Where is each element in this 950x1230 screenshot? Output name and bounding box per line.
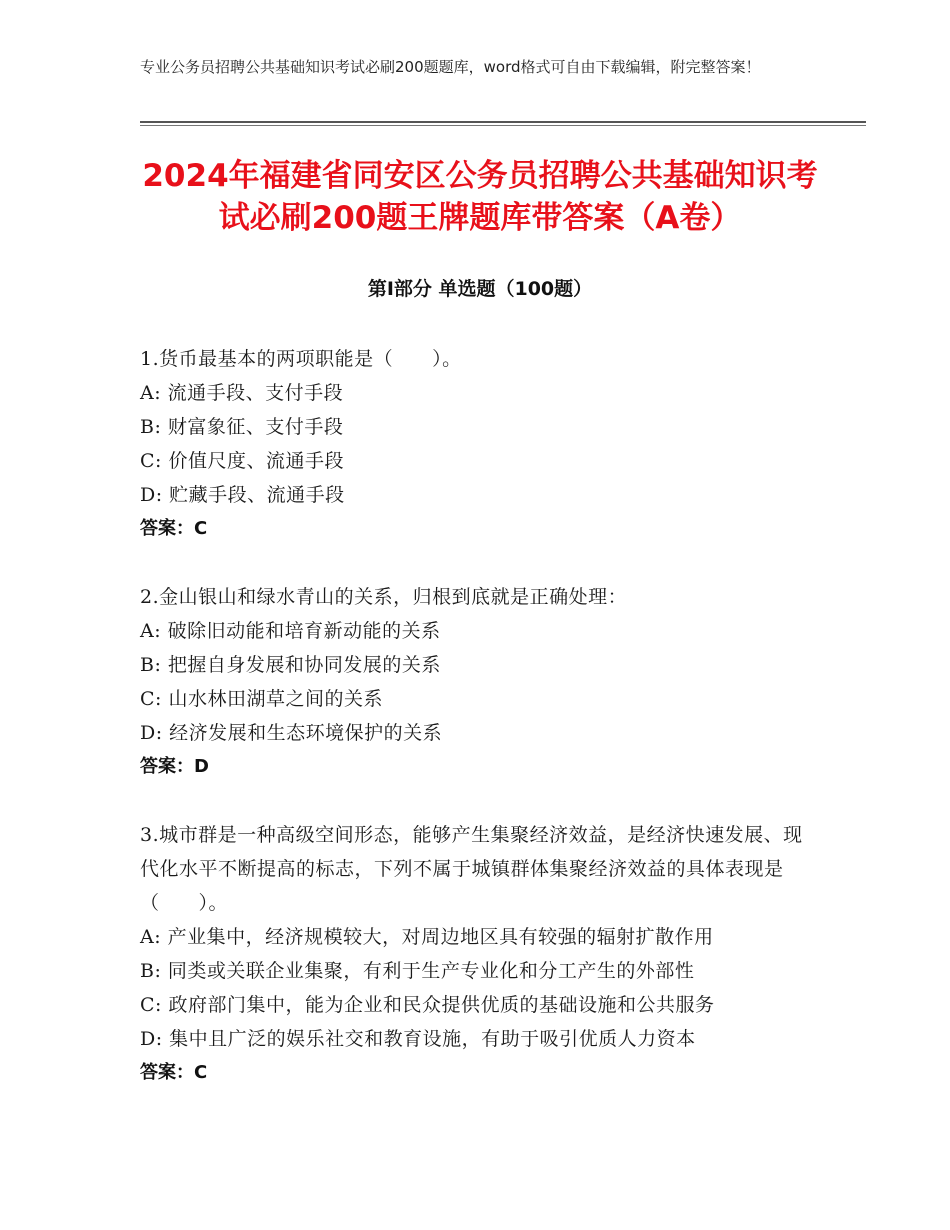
option-a: A: 破除旧动能和培育新动能的关系 — [140, 620, 441, 642]
option-a: A: 流通手段、支付手段 — [140, 382, 344, 404]
question-stem: 2.金山银山和绿水青山的关系，归根到底就是正确处理： — [140, 586, 628, 608]
question-3 — [140, 818, 820, 1090]
option-a: A: 产业集中，经济规模较大，对周边地区具有较强的辐射扩散作用 — [140, 926, 714, 948]
option-b: B: 财富象征、支付手段 — [140, 416, 344, 438]
option-c: C: 政府部门集中，能为企业和民众提供优质的基础设施和公共服务 — [140, 994, 715, 1016]
question-1 — [140, 342, 820, 546]
header-divider-thin — [140, 125, 866, 126]
section-title: 第Ⅰ部分 单选题（100题） — [367, 278, 593, 300]
option-d: D: 经济发展和生态环境保护的关系 — [140, 722, 443, 744]
answer-label: 答案：C — [140, 1062, 208, 1083]
option-d: D: 集中且广泛的娱乐社交和教育设施，有助于吸引优质人力资本 — [140, 1028, 696, 1050]
answer-label: 答案：D — [140, 756, 209, 777]
option-b: B: 同类或关联企业集聚，有利于生产专业化和分工产生的外部性 — [140, 960, 695, 982]
document-title: 2024年福建省同安区公务员招聘公共基础知识考试必刷200题王牌题库带答案（A卷） — [142, 158, 818, 236]
option-c: C: 价值尺度、流通手段 — [140, 450, 344, 472]
question-2 — [140, 580, 820, 784]
question-stem: 3.城市群是一种高级空间形态，能够产生集聚经济效益，是经济快速发展、现代化水平不断提高的标志，下列不属于城镇群体集聚经济效益的具体表现是（ ）。 — [140, 824, 803, 914]
answer-label: 答案：C — [140, 518, 208, 539]
question-stem: 1.货币最基本的两项职能是（ ）。 — [140, 348, 462, 370]
question-list — [140, 342, 820, 1124]
option-c: C: 山水林田湖草之间的关系 — [140, 688, 383, 710]
header-note: 专业公务员招聘公共基础知识考试必刷200题题库，word格式可自由下载编辑，附完整答案！ — [140, 58, 761, 76]
option-d: D: 贮藏手段、流通手段 — [140, 484, 345, 506]
option-b: B: 把握自身发展和协同发展的关系 — [140, 654, 441, 676]
header-divider-thick — [140, 121, 866, 123]
